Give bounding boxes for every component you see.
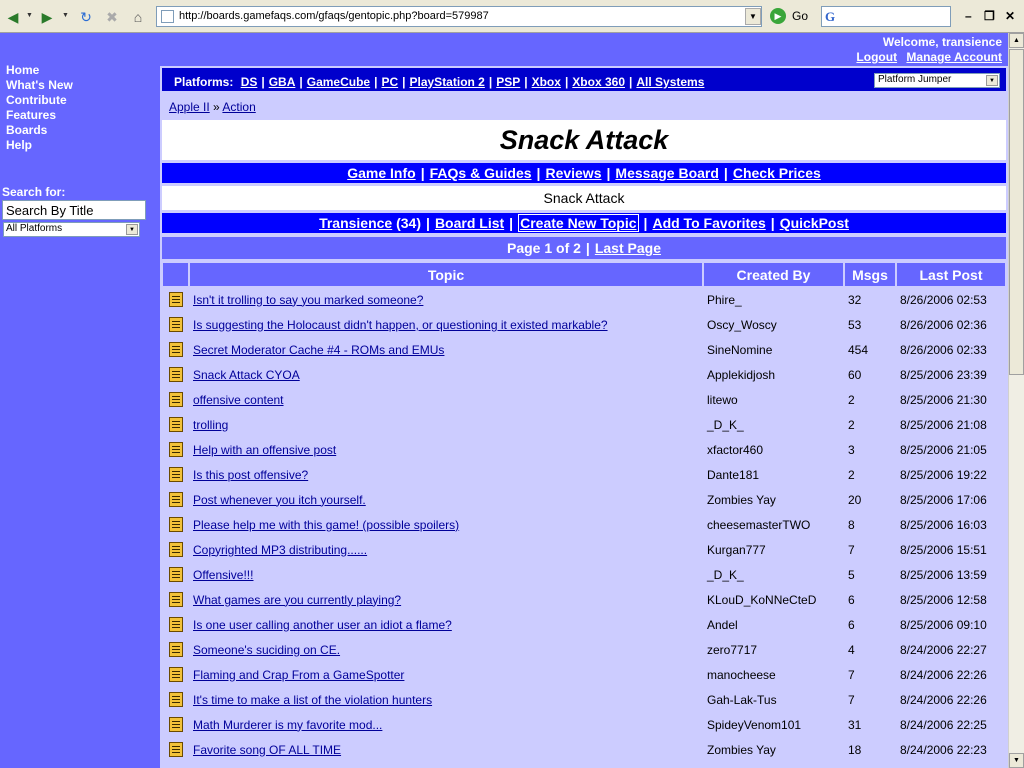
platform-bar: Platforms: DS | GBA | GameCube | PC | PlayStation 2 | PSP | Xbox | Xbox 360 | All Systems Platform Jumper ▼ <box>160 66 1008 93</box>
topic-icon-cell <box>163 463 188 486</box>
msgs-cell: 7 <box>845 688 895 711</box>
topic-link[interactable]: Offensive!!! <box>193 567 254 582</box>
scroll-thumb[interactable] <box>1009 49 1024 375</box>
topic-cell <box>190 438 702 461</box>
breadcrumb-separator: » <box>213 100 220 114</box>
topic-link[interactable]: trolling <box>193 417 229 432</box>
message-board-link[interactable]: Message Board <box>615 165 719 181</box>
topic-icon-cell <box>163 613 188 636</box>
topic-cell <box>190 538 702 561</box>
topic-column-header: Topic <box>190 263 702 286</box>
topic-folder-icon <box>169 442 183 457</box>
created-by-cell: Oscy_Woscy <box>704 313 843 336</box>
table-row <box>163 488 1005 511</box>
table-header-row <box>163 263 1005 286</box>
manage-account-link[interactable]: Manage Account <box>906 50 1002 64</box>
msgs-cell: 60 <box>845 363 895 386</box>
topic-icon-cell <box>163 663 188 686</box>
topic-folder-icon <box>169 642 183 657</box>
add-to-favorites-link[interactable]: Add To Favorites <box>652 215 766 231</box>
topic-cell <box>190 513 702 536</box>
topic-folder-icon <box>169 417 183 432</box>
topic-cell <box>190 613 702 636</box>
msgs-cell: 5 <box>845 563 895 586</box>
topic-link[interactable]: Math Murderer is my favorite mod... <box>193 717 383 732</box>
topic-cell <box>190 688 702 711</box>
topic-cell <box>190 663 702 686</box>
title-box <box>162 120 1006 160</box>
topic-folder-icon <box>169 592 183 607</box>
topic-link[interactable]: Copyrighted MP3 distributing...... <box>193 542 368 557</box>
table-row <box>163 413 1005 436</box>
msgs-cell: 18 <box>845 738 895 761</box>
msgs-column-header: Msgs <box>845 263 895 286</box>
topic-cell <box>190 588 702 611</box>
created-by-cell: KLouD_KoNNeCteD <box>704 588 843 611</box>
topic-link[interactable]: Post whenever you itch yourself. <box>193 492 366 507</box>
msgs-cell: 3 <box>845 438 895 461</box>
topic-link[interactable]: Secret Moderator Cache #4 - ROMs and EMUs <box>193 342 445 357</box>
table-row <box>163 713 1005 736</box>
last-post-cell: 8/24/2006 22:25 <box>897 713 1005 736</box>
topic-cell <box>190 338 702 361</box>
topic-folder-icon <box>169 667 183 682</box>
topic-link[interactable]: Is suggesting the Holocaust didn't happen, or questioning it existed markable? <box>193 317 608 332</box>
topic-icon-cell <box>163 488 188 511</box>
topic-link[interactable]: Help with an offensive post <box>193 442 337 457</box>
table-row <box>163 563 1005 586</box>
last-post-cell: 8/25/2006 12:58 <box>897 588 1005 611</box>
msgs-cell: 2 <box>845 388 895 411</box>
topic-icon-cell <box>163 713 188 736</box>
topic-folder-icon <box>169 342 183 357</box>
last-page-link[interactable]: Last Page <box>594 240 661 256</box>
topic-link[interactable]: Please help me with this game! (possible spoilers) <box>193 517 460 532</box>
msgs-cell: 53 <box>845 313 895 336</box>
table-row <box>163 538 1005 561</box>
last-post-cell: 8/25/2006 23:39 <box>897 363 1005 386</box>
topic-icon-cell <box>163 438 188 461</box>
created-by-cell: _D_K_ <box>704 413 843 436</box>
topic-folder-icon <box>169 467 183 482</box>
google-search-box[interactable] <box>821 6 951 27</box>
table-row <box>163 663 1005 686</box>
platform-xbox-360[interactable]: Xbox 360 <box>572 75 625 89</box>
last-post-cell: 8/26/2006 02:33 <box>897 338 1005 361</box>
topic-icon-cell <box>163 638 188 661</box>
nav-whats-new[interactable]: What's New <box>6 78 73 92</box>
table-row <box>163 613 1005 636</box>
icon-column-header <box>163 263 188 286</box>
topic-folder-icon <box>169 517 183 532</box>
topic-link[interactable]: It's time to make a list of the violation hunters <box>193 692 433 707</box>
platform-xbox[interactable]: Xbox <box>531 75 561 89</box>
last-post-cell: 8/25/2006 09:10 <box>897 613 1005 636</box>
topic-folder-icon <box>169 717 183 732</box>
topic-folder-icon <box>169 392 183 407</box>
topic-folder-icon <box>169 492 183 507</box>
created-by-cell: Dante181 <box>704 463 843 486</box>
msgs-cell: 7 <box>845 663 895 686</box>
topic-cell <box>190 638 702 661</box>
nav-features[interactable]: Features <box>6 108 57 122</box>
msgs-cell: 8 <box>845 513 895 536</box>
topic-folder-icon <box>169 567 183 582</box>
created-by-cell: litewo <box>704 388 843 411</box>
breadcrumb-system[interactable]: Apple II <box>169 100 210 114</box>
topic-table <box>161 261 1007 763</box>
board-list-link[interactable]: Board List <box>434 215 505 231</box>
topic-cell <box>190 413 702 436</box>
created-by-cell: Zombies Yay <box>704 738 843 761</box>
topic-icon-cell <box>163 363 188 386</box>
last-post-cell: 8/25/2006 17:06 <box>897 488 1005 511</box>
topic-link[interactable]: Flaming and Crap From a GameSpotter <box>193 667 405 682</box>
last-post-cell: 8/24/2006 22:23 <box>897 738 1005 761</box>
check-prices-link[interactable]: Check Prices <box>732 165 821 181</box>
reload-icon[interactable]: ↻ <box>80 8 92 25</box>
msgs-cell: 31 <box>845 713 895 736</box>
topic-cell <box>190 488 702 511</box>
msgs-cell: 6 <box>845 588 895 611</box>
topic-link[interactable]: Snack Attack CYOA <box>193 367 300 382</box>
site-nav <box>6 63 73 153</box>
go-label: Go <box>792 9 809 23</box>
create-new-topic-link[interactable]: Create New Topic <box>520 215 637 231</box>
table-row <box>163 738 1005 761</box>
last-post-cell: 8/25/2006 21:30 <box>897 388 1005 411</box>
nav-help[interactable]: Help <box>6 138 33 152</box>
topic-icon-cell <box>163 563 188 586</box>
created-by-cell: Kurgan777 <box>704 538 843 561</box>
search-label: Search for: <box>2 185 66 199</box>
topic-folder-icon <box>169 317 183 332</box>
topic-cell <box>190 738 702 761</box>
logout-link[interactable]: Logout <box>856 50 898 64</box>
last-post-cell: 8/26/2006 02:53 <box>897 288 1005 311</box>
google-logo-icon: G <box>825 9 836 24</box>
home-icon[interactable]: ⌂ <box>133 9 143 25</box>
created-by-cell: zero7717 <box>704 638 843 661</box>
created-by-column-header: Created By <box>704 263 843 286</box>
page-indicator: Page 1 of 2 <box>507 240 581 256</box>
topic-cell <box>190 313 702 336</box>
last-post-cell: 8/26/2006 02:36 <box>897 313 1005 336</box>
last-post-cell: 8/24/2006 22:27 <box>897 638 1005 661</box>
chevron-down-icon: ▼ <box>986 75 998 86</box>
platform-ps2[interactable]: PlayStation 2 <box>409 75 485 89</box>
topic-cell <box>190 463 702 486</box>
created-by-cell: Zombies Yay <box>704 488 843 511</box>
nav-boards[interactable]: Boards <box>6 123 48 137</box>
topic-folder-icon <box>169 617 183 632</box>
last-post-cell: 8/25/2006 15:51 <box>897 538 1005 561</box>
restore-icon[interactable]: ❐ <box>984 9 995 23</box>
pager: Page 1 of 2 | Last Page <box>162 237 1006 259</box>
topic-link[interactable]: Someone's suciding on CE. <box>193 642 341 657</box>
platform-jumper-select[interactable] <box>874 73 1000 88</box>
platform-psp[interactable]: PSP <box>496 75 521 89</box>
topic-icon-cell <box>163 538 188 561</box>
scroll-down-icon[interactable]: ▼ <box>1009 753 1024 768</box>
topic-cell <box>190 288 702 311</box>
platforms-label: Platforms: <box>174 75 234 89</box>
forward-dropdown-icon[interactable]: ▼ <box>62 12 69 19</box>
platform-select-value: All Platforms <box>6 223 63 234</box>
created-by-cell: SpideyVenom101 <box>704 713 843 736</box>
last-post-cell: 8/24/2006 22:26 <box>897 663 1005 686</box>
last-post-cell: 8/25/2006 21:08 <box>897 413 1005 436</box>
platform-pc[interactable]: PC <box>381 75 399 89</box>
stop-icon[interactable]: ✖ <box>106 8 118 25</box>
game-nav: Game Info | FAQs & Guides | Reviews | Message Board | Check Prices <box>162 163 1006 183</box>
msgs-cell: 4 <box>845 638 895 661</box>
page-favicon-icon <box>161 10 174 23</box>
account-panel <box>850 35 1002 65</box>
msgs-cell: 6 <box>845 613 895 636</box>
reviews-link[interactable]: Reviews <box>545 165 602 181</box>
table-row <box>163 338 1005 361</box>
msgs-cell: 2 <box>845 413 895 436</box>
platform-jumper-value: Platform Jumper <box>878 74 952 85</box>
last-post-cell: 8/25/2006 19:22 <box>897 463 1005 486</box>
topic-folder-icon <box>169 692 183 707</box>
forward-arrow-icon[interactable]: ▶ <box>41 8 53 25</box>
last-post-cell: 8/25/2006 16:03 <box>897 513 1005 536</box>
scroll-up-icon[interactable]: ▲ <box>1009 33 1024 48</box>
platform-select[interactable] <box>3 222 140 237</box>
table-row <box>163 388 1005 411</box>
breadcrumb <box>169 100 256 114</box>
main-content <box>160 66 1008 768</box>
quickpost-link[interactable]: QuickPost <box>779 215 849 231</box>
last-post-cell: 8/25/2006 21:05 <box>897 438 1005 461</box>
topic-folder-icon <box>169 742 183 757</box>
nav-home[interactable]: Home <box>6 63 40 77</box>
chevron-down-icon: ▼ <box>126 224 138 235</box>
back-dropdown-icon[interactable]: ▼ <box>26 12 33 19</box>
back-arrow-icon[interactable]: ◀ <box>7 8 19 25</box>
topic-link[interactable]: What games are you currently playing? <box>193 592 402 607</box>
page-title: Snack Attack <box>499 125 669 155</box>
platform-all-systems[interactable]: All Systems <box>636 75 705 89</box>
user-count: (34) <box>396 215 422 231</box>
topic-icon-cell <box>163 388 188 411</box>
platform-gamecube[interactable]: GameCube <box>306 75 371 89</box>
topic-rows <box>163 288 1005 761</box>
created-by-cell: xfactor460 <box>704 438 843 461</box>
topic-link[interactable]: Is this post offensive? <box>193 467 309 482</box>
msgs-cell: 32 <box>845 288 895 311</box>
topic-cell <box>190 563 702 586</box>
table-row <box>163 313 1005 336</box>
address-dropdown-icon[interactable]: ▼ <box>745 8 761 25</box>
last-post-cell: 8/25/2006 13:59 <box>897 563 1005 586</box>
topic-icon-cell <box>163 413 188 436</box>
topic-folder-icon <box>169 292 183 307</box>
welcome-text: Welcome, transience <box>882 35 1002 49</box>
created-by-cell: Phire_ <box>704 288 843 311</box>
breadcrumb-genre[interactable]: Action <box>222 100 256 114</box>
last-post-cell: 8/24/2006 22:26 <box>897 688 1005 711</box>
table-row <box>163 513 1005 536</box>
close-icon[interactable]: ✕ <box>1005 9 1016 23</box>
faqs-guides-link[interactable]: FAQs & Guides <box>429 165 532 181</box>
topic-link[interactable]: Favorite song OF ALL TIME <box>193 742 342 757</box>
topic-icon-cell <box>163 738 188 761</box>
msgs-cell: 2 <box>845 463 895 486</box>
board-title: Snack Attack <box>162 186 1006 210</box>
browser-toolbar <box>0 0 1024 33</box>
topic-icon-cell <box>163 588 188 611</box>
game-info-link[interactable]: Game Info <box>347 165 416 181</box>
go-button[interactable] <box>770 8 808 24</box>
user-link[interactable]: Transience <box>319 215 393 231</box>
topic-cell <box>190 713 702 736</box>
topic-cell <box>190 363 702 386</box>
minimize-icon[interactable]: – <box>965 9 972 23</box>
created-by-cell: _D_K_ <box>704 563 843 586</box>
table-row <box>163 688 1005 711</box>
board-nav: Transience (34) | Board List | Create New Topic | Add To Favorites | QuickPost <box>162 213 1006 233</box>
msgs-cell: 454 <box>845 338 895 361</box>
topic-icon-cell <box>163 313 188 336</box>
created-by-cell: cheesemasterTWO <box>704 513 843 536</box>
go-arrow-icon: ▶ <box>770 8 786 24</box>
created-by-cell: Andel <box>704 613 843 636</box>
topic-icon-cell <box>163 338 188 361</box>
topic-icon-cell <box>163 288 188 311</box>
platform-ds[interactable]: DS <box>240 75 258 89</box>
created-by-cell: SineNomine <box>704 338 843 361</box>
topic-link[interactable]: Isn't it trolling to say you marked someone? <box>193 292 424 307</box>
topic-cell <box>190 388 702 411</box>
topic-folder-icon <box>169 542 183 557</box>
address-bar[interactable] <box>156 6 762 27</box>
msgs-cell: 20 <box>845 488 895 511</box>
created-by-cell: Gah-Lak-Tus <box>704 688 843 711</box>
msgs-cell: 7 <box>845 538 895 561</box>
topic-icon-cell <box>163 688 188 711</box>
last-post-column-header: Last Post <box>897 263 1005 286</box>
search-input[interactable] <box>2 200 146 220</box>
table-row <box>163 438 1005 461</box>
table-row <box>163 638 1005 661</box>
topic-icon-cell <box>163 513 188 536</box>
topic-link[interactable]: Is one user calling another user an idiot a flame? <box>193 617 452 632</box>
page-scrollbar[interactable] <box>1008 33 1024 768</box>
table-row <box>163 463 1005 486</box>
table-row <box>163 363 1005 386</box>
topic-link[interactable]: offensive content <box>193 392 284 407</box>
topic-folder-icon <box>169 367 183 382</box>
address-url: http://boards.gamefaqs.com/gfaqs/gentopic.php?board=579987 <box>179 10 489 22</box>
created-by-cell: Applekidjosh <box>704 363 843 386</box>
nav-contribute[interactable]: Contribute <box>6 93 67 107</box>
table-row <box>163 288 1005 311</box>
platform-gba[interactable]: GBA <box>268 75 296 89</box>
created-by-cell: manocheese <box>704 663 843 686</box>
table-row <box>163 588 1005 611</box>
